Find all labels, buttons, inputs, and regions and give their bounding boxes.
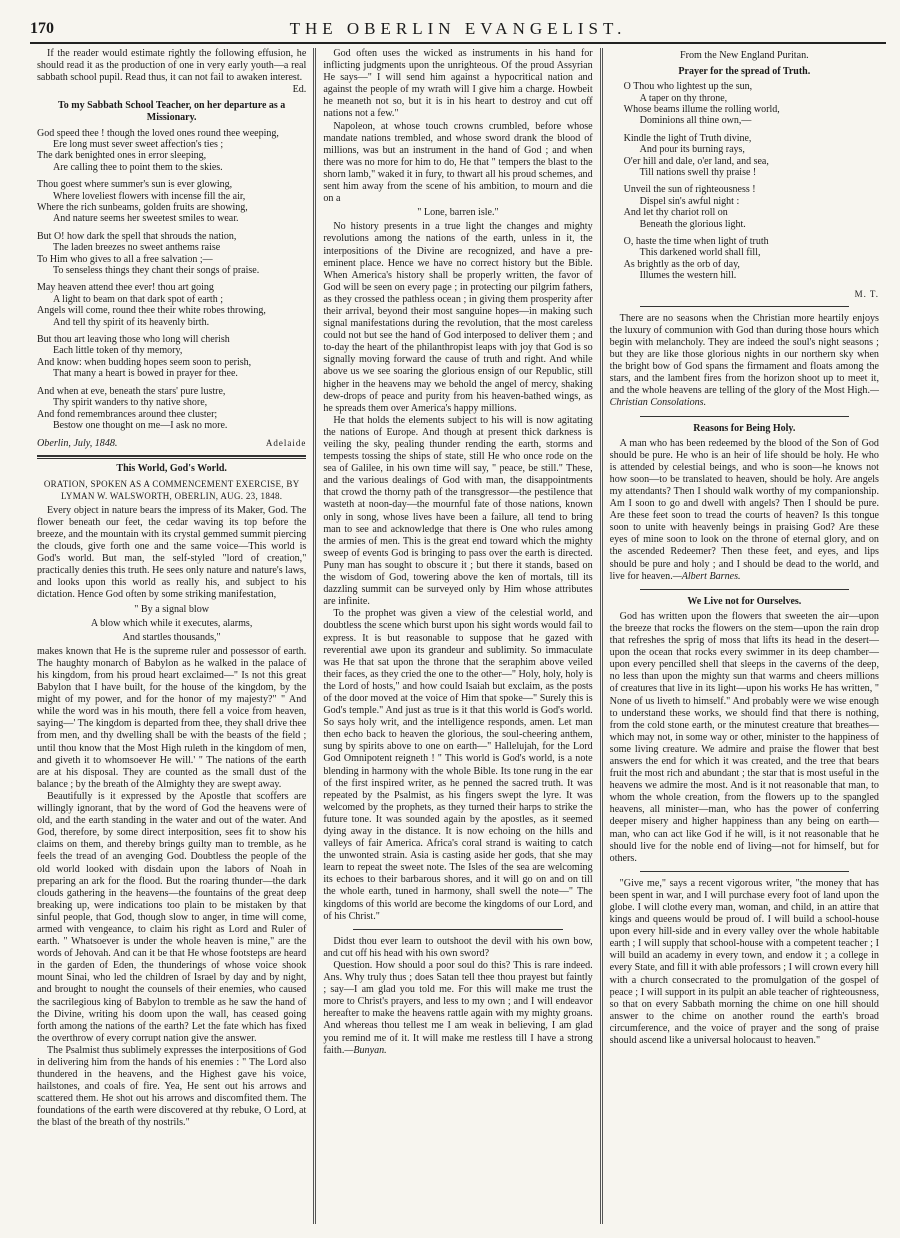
- poem-line: Bestow one thought on me—I ask no more.: [53, 419, 228, 431]
- hymn-stanza: [624, 81, 879, 127]
- paragraph: [610, 438, 879, 583]
- poem-line: Are calling thee to point them to the skies.: [53, 161, 223, 173]
- poem-line: Where the rich sunbeams, golden fruits are showing,: [37, 202, 248, 213]
- poem-line: To senseless things they chant their songs of praise.: [53, 265, 260, 277]
- poem-line: Angels will come, round thee their white robes throwing,: [37, 305, 266, 317]
- paragraph: makes known that He is the supreme ruler and possessor of earth. The haughty monarch of Babylon as he walked in the palace of his kingdom, from his proud heart exclaimed—" Is not this great Babylon that I have built, for the house of the kingdom, by the might of my power, and for the honor of my majesty?" " And while the word was in his mouth, there fell a voice from heaven, saying—' The kingdom is departed from thee, they shall drive thee from men, and thy dwelling shall be with the beasts of the field ; until thou know that the Most High ruleth in the kingdom of men, and giveth it to whomsoever He will.' " The nations of the earth are at his disposal. They are counted as the small dust of the balance ; by the breath of the Almighty they are swept away.: [37, 645, 307, 790]
- hymn-line: O Thou who lightest up the sun,: [623, 81, 753, 93]
- paragraph: [323, 960, 592, 1057]
- poem-line: The dark benighted ones in error sleeping,: [37, 150, 207, 162]
- poem-stanza: [37, 334, 306, 380]
- hymn-line: As brightly as the orb of day,: [623, 258, 740, 270]
- paragraph: To the prophet was given a view of the celestial world, and doubtless the scene which burst upon his sight words would fail to express. It is but reasonable to suppose that he gazed with reverential awe upon its grandeur and sublimity. So immaculate was He that sat upon the throne that the seraphim above veiled their faces, as they cried the one to the other—" Holy, holy, holy is the Lord of hosts," and how could Isaiah but exclaim, as the posts of the door moved at the voice of Him that spoke—" Surely this is God's temple." And just as true is it that this world is God's world. So says holy writ, and the intelligence responds, amen. Let man then echo back to heaven the glorious, the soul-cheering anthem, sung by spirits above to one on earth—" Hallelujah, for the Lord God Omnipotent reigneth ! " This world is God's world, is a note blending in harmony with the whole Bible. Its tone rung in the ear of the first inspired writer, as he penned the sacred truth. It was repeated by the Psalmist, as his fingers swept the lyre. It was welcomed by the prophets, as they turned their harps to strike the future tone. It was sounded again by the apostles, as it seemed dying away in the distance. It is now echoing on the hills and valleys of fair America. Africa's coral strand is waiting to catch the unwonted strain. Asia is casting aside her gods, that she may learn to repeat the sweet note. The Isles of the sea are welcoming its echoes to their barbarous shores, and it will go on and on till the whole earth, tuned in harmony, shall swell the note—" The kingdoms of this world are become the kingdoms of our Lord, and of his Christ.": [323, 608, 593, 922]
- poem-line: And fond remembrances around thee cluster;: [37, 408, 218, 420]
- editor-signature: Ed.: [292, 84, 307, 96]
- divider: [640, 306, 849, 307]
- hymn-stanza: [624, 133, 879, 179]
- paragraph: God has written upon the flowers that sweeten the air—upon the breeze that rocks the flowers on the stem—upon the rain drop that refreshes the sprig of moss that lifts its head in the desert—upon the ocean that rocks every swimmer in its deep chamber—upon every pencilled shell that sleeps in the caverns of the deep, no less than upon the mighty sun that warms and cheers millions of creatures that live in its light—upon his works He has written, " None of us liveth to himself." And probably were we wise enough to understand these works, we should find that there is nothing, from the cold stone earth, or the minutest creature that breathes—which may not, in some way or other, minister to the happiness of some living creature. We admire and praise the flower that best answers the end for which it was created, and the tree that bears fruit the most rich and abundant ; the star that is most useful in the heavens we admire the most. And is it not reasonable that man, to whom the whole creation, from the flowers up to the spangled heavens, all minister—man, who has the power of conferring deeper misery and higher happiness than any being on earth—man, who can act like God if he will, is it not reasonable that he should live for the noble end of living—not for himself, but for others.: [609, 610, 879, 864]
- paragraph: Beautifully is it expressed by the Apostle that scoffers are willingly ignorant, that by the word of God the heavens were of old, and the earth standing in the water and out of the water. And God, therefore, by some direct interposition, sees fit to show his claims on them, and thereby brings guilty man to tremble, as he feels the tread of an avenging God. Doubtless the people of the old world looked with disdain upon the labors of Noah in preparing an ark for the flood. But the roaring thunder—the dark clouds gathering in the heavens—the fountains of the great deep breaking up, were indications too plain to be mistaken by that sinful people, that God, though slow to anger, in time will come, armed with vengeance, to claim his right as Lord and Ruler of earth. " Whatsoever is under the whole heaven is mine," are the words of Jehovah. And can it be that He whose footsteps are heard in the garden of Eden, the thunderings of whose voice shook mount Sinai, who led the children of Israel by day and by night, and brought to nought the counsels of their enemies, who caused the sacrilegious king of Babylon to tremble as he saw the hand of the Divine, writing his doom upon the wall, has ceased going forth among the nations of the earth? Let the fate which has fixed the overthrow of every corrupt nation give the answer.: [37, 790, 307, 1044]
- hymn-line: A taper on thy throne,: [639, 92, 728, 104]
- poem-stanza: [37, 282, 306, 328]
- hymn-line: Kindle the light of Truth divine,: [623, 132, 752, 144]
- poem-line: A light to beam on that dark spot of earth ;: [53, 293, 223, 305]
- paragraph: "Give me," says a recent vigorous writer, "the money that has been spent in war, and I will purchase every foot of land upon the globe. I will clothe every man, woman, and child, in an attire that kings and queens would be proud of. I will build a school-house upon every hill-side and in every valley over the whole habitable earth ; I will supply that school-house with a competent teacher ; I will build an academy in every town, and endow it ; a college in every State, and fill it with able professors ; I will crown every hill with a church consecrated to the promulgation of the gospel of peace ; I will support in its pulpit an able teacher of righteousness, so that on every Sabbath morning the chime on one hill should answer to the chime on another round the earth's broad circumference, and the voice of prayer and the song of praise should ascend like a universal holocaust to heaven.": [609, 877, 879, 1047]
- hymn-line: Beneath the glorious light.: [639, 218, 746, 230]
- divider: [640, 589, 849, 590]
- quote-line: A blow which while it executes, alarms,: [90, 617, 253, 629]
- divider: [640, 416, 849, 417]
- hymn-title: Prayer for the spread of Truth.: [678, 66, 811, 78]
- poem-stanza: [37, 128, 306, 174]
- poem: [37, 128, 306, 432]
- hymn-line: Illumes the western hill.: [639, 270, 737, 282]
- paragraph: He that holds the elements subject to his will is now agitating the nations of Europe. And though at present thick darkness is veiling the sky, pealing thunder rending the earth, storms and tempests tossing the ships of state, still He who once rode on the sea of Galilee, in his own time will say, " peace, be still." These, and the various dealings of God with man, the disappointments that crowd the thorny path of the transgressor—the pestilence that wasteth at noon-day—the mournful fate of those nations, known only in song, whose lives have been a failure, all tend to bring man to see and acknowledge that there is One who rules among the armies of men. This is the great end toward which the mighty sweep of events God is bringing to pass over the earth is directed. Puny man has sought to obscure it ; but there it stands, based on the wisdom of God, towering above the ken of mortals, till its dazzling summit can be surveyed only by Him whose attributes are infinite.: [323, 414, 593, 608]
- hymn-stanza: [624, 184, 879, 230]
- hymn: [610, 81, 879, 282]
- poem-line: And when at eve, beneath the stars' pure lustre,: [37, 385, 226, 397]
- poem-line: But thou art leaving those who long will cherish: [37, 334, 230, 346]
- reasons-title: Reasons for Being Holy.: [693, 422, 796, 434]
- poem-line: Each little token of thy memory,: [53, 345, 183, 357]
- source-credit: From the New England Puritan.: [679, 50, 809, 61]
- poem-stanza: [37, 231, 306, 277]
- poem-author: Adelaide: [265, 438, 307, 449]
- divider: [37, 455, 306, 457]
- hymn-line: And let thy chariot roll on: [623, 207, 728, 219]
- bunyan-text: Question. How should a poor soul do this? This is rare indeed. Ans. Why truly thus ; does Satan tell thee thou prayest but faintly ; say—I am glad you told me. For this will make me trust the more to Christ's prayers, and less to my own ; and I will endeavor hereafter to make the heavens rattle again with my mighty groans. And whereas thou tellest me I am weak in believing, I am glad you remind me of it. It will make me restless till I have a strong faith.: [323, 959, 593, 1056]
- poem-line: To Him who gives to all a free salvation ;—: [37, 253, 213, 265]
- poem-line: The laden breezes no sweet anthems raise: [53, 242, 221, 254]
- column-3: [600, 48, 886, 1224]
- quote-line: " Lone, barren isle.": [417, 207, 499, 219]
- columns: [30, 48, 886, 1224]
- poem-line: God speed thee ! though the loved ones round thee weeping,: [37, 127, 279, 139]
- hymn-line: This darkened world shall fill,: [639, 247, 761, 259]
- consolations-signature: —Christian Consolations.: [609, 385, 879, 409]
- poem-stanza: [37, 179, 306, 225]
- paragraph: God often uses the wicked as instruments in his hand for inflicting judgments upon the unrighteous. Of the proud Assyrian He says—" I will send him against a hypocritical nation and against the people of my wrath will I give him a charge. Howbeit he meaneth not so, but it is in his heart to destroy and cut off nations not a few.": [323, 48, 593, 120]
- paragraph: [610, 313, 879, 410]
- poem-line: But O! how dark the spell that shrouds the nation,: [37, 230, 237, 242]
- hymn-line: O'er hill and dale, o'er land, and sea,: [623, 155, 769, 167]
- quote-line: And startles thousands,": [122, 631, 221, 643]
- paragraph: Didst thou ever learn to outshoot the devil with his own bow, and cut off his head with his own sword?: [323, 935, 593, 959]
- poem-title: To my Sabbath School Teacher, on her departure as a Missionary.: [58, 100, 286, 124]
- oration-title: This World, God's World.: [116, 462, 227, 474]
- oration-byline: ORATION, SPOKEN AS A COMMENCEMENT EXERCISE, BY LYMAN W. WALSWORTH, OBERLIN, AUG. 23, 1848.: [43, 478, 300, 501]
- hymn-line: O, haste the time when light of truth: [623, 236, 769, 248]
- page-header: [30, 18, 886, 44]
- divider: [640, 871, 849, 872]
- consolations-text: There are no seasons when the Christian more heartily enjoys the luxury of communion with God than during those hours which begin with melancholy. They are indeed the soul's night seasons ; but they are like those glorious nights in our northern sky when the bright bow of God spans the firmament and floats among the stars, and the lambent fires from the horizon shoot up to meet it, and the whole heavens are telling of the glory of the Most High.: [609, 312, 879, 397]
- live-title: We Live not for Ourselves.: [687, 595, 802, 607]
- hymn-signature: M. T.: [854, 288, 879, 299]
- poem-stanza: [37, 386, 306, 432]
- paragraph: Every object in nature bears the impress of its Maker, God. The flower beneath our feet, the cedar waving its top before the breeze, and the mountain with its crystal gemmed summit piercing the clouds, give forth one and the same voice—This world is God's world. But man, the self-styled "lord of creation," practically denies this truth. He sees only nature and nature's laws, and looks upon this world as really his, and subject to his dictation. Hence God often by some striking manifestation,: [37, 504, 307, 601]
- hymn-line: Whose beams illume the rolling world,: [623, 104, 780, 115]
- reasons-signature: —Albert Barnes.: [672, 570, 741, 582]
- poem-date: Oberlin, July, 1848.: [37, 438, 118, 450]
- reasons-text: A man who has been redeemed by the blood of the Son of God should be pure. He who is an heir of life should be holy. He who is attended by celestial beings, and who is soon—he knows not how soon—to be translated to heaven, should be holy. Are angels my attendants? Then I should walk worthy of my companionship. Am I soon to go and dwell with angels? Then I should be pure. Are these feet soon to tread the courts of heaven? Is this tongue soon to unite with heavenly beings in praising God? Are these eyes of mine soon to look on the throne of eternal glory, and on the ascended Redeemer? Then these feet, and eyes, and lips should be pure and holy ; and I should be dead to the world, and live for heaven.: [609, 437, 879, 582]
- poem-line: And know: when budding hopes seem soon to perish,: [37, 356, 252, 368]
- hymn-line: Unveil the sun of righteousness !: [623, 184, 756, 196]
- quote-line: " By a signal blow: [134, 603, 210, 615]
- poem-line: Thou goest where summer's sun is ever glowing,: [37, 179, 233, 191]
- hymn-line: Dispel sin's awful night :: [639, 195, 740, 207]
- poem-line: May heaven attend thee ever! thou art going: [37, 282, 214, 294]
- divider: [353, 929, 562, 930]
- page-number: 170: [30, 20, 54, 37]
- paragraph: The Psalmist thus sublimely expresses the interpositions of God in delivering him from the hands of his enemies : " The Lord also thundered in the heavens, and the Highest gave his voice, hailstones, and coals of fire. Yea, He sent out his arrows and scattered them. He shot out his arrows and discomfited them. The foundations of the earth were discovered at thy rebuke, O Lord, at the blast of the breath of thy nostrils.": [37, 1044, 307, 1129]
- bunyan-signature: —Bunyan.: [344, 1044, 387, 1056]
- paragraph: No history presents in a true light the changes and mighty revolutions among the nations of the earth, unless in it, the interpositions of the Divine are recognized, and have a pre-eminent place. Hence we have no correct history but the Bible. When America's history shall be properly written, the favor of God will be seen on every page ; in protecting our pilgrim fathers, as they crossed the pathless ocean ; in giving them prosperity after their arrival, beyond their most sanguine hopes—in making such signal manifestations during the revolution, that the most careless could not but see the hand of God interposed to deliver them ; and to-day the heart of the philanthropist leaps with joy that God is so signally moving forward the cause of truth and right. And while above us we see soaring the glorious ensign of our Republic, still higher in the heavens may we behold the angel of mercy, shaking dew-drops of peace and purity from his heaven-bathed wings, as he spreads them over America's happy millions.: [323, 221, 593, 414]
- paragraph: Napoleon, at whose touch crowns crumbled, before whose mandate nations trembled, and whose sword drank the blood of millions, was but an instrument in the hand of God ; and when there was no more for him to do, He that " tempers the blast to the shorn lamb," waked it in fury, to thwart all his proud schemes, and sent him away from the scene of his ambition, to mourn and die on a: [323, 120, 593, 205]
- poem-line: Ere long must sever sweet affection's ties ;: [53, 138, 224, 150]
- editor-intro: If the reader would estimate rightly the following effusion, he should read it as the production of one in very early youth—a real sabbath school pupil. Read thus, it can not fail to awaken interest.: [37, 48, 307, 84]
- hymn-line: And pour its burning rays,: [639, 144, 745, 156]
- poem-line: Thy spirit wanders to thy native shore,: [53, 397, 208, 409]
- poem-line: That many a heart is bowed in prayer for thee.: [53, 368, 238, 380]
- divider: [37, 458, 306, 459]
- poem-line: And nature seems her sweetest smiles to wear.: [53, 213, 239, 225]
- hymn-line: Dominions all thine own,—: [639, 115, 752, 127]
- column-1: [30, 48, 313, 1224]
- hymn-stanza: [624, 236, 879, 282]
- masthead-title: THE OBERLIN EVANGELIST.: [289, 19, 627, 38]
- poem-line: Where loveliest flowers with incense fill the air,: [53, 190, 246, 202]
- poem-line: And tell thy spirit of its heavenly birth.: [53, 316, 210, 328]
- column-2: [313, 48, 599, 1224]
- hymn-line: Till nations swell thy praise !: [639, 167, 757, 179]
